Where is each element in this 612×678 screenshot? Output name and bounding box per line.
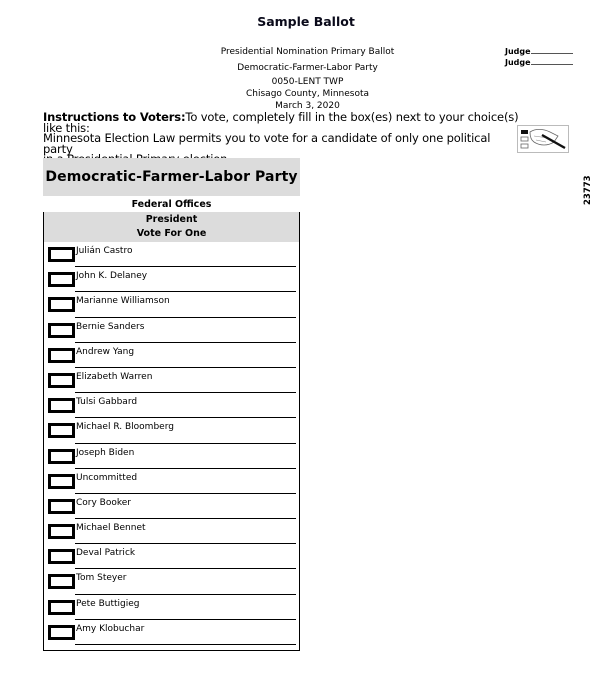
candidate-name: Andrew Yang [76,346,135,357]
candidate-list [44,242,299,645]
candidate-name: Uncommitted [76,472,138,483]
vote-oval-checkbox[interactable] [48,600,75,615]
contest-header [44,212,299,242]
ballot-style-code: 23773 [583,175,593,205]
vote-oval-checkbox[interactable] [48,625,75,640]
candidate-row[interactable] [44,595,299,620]
candidate-row[interactable] [44,494,299,519]
candidate-name: Pete Buttigieg [76,598,140,609]
vote-oval-checkbox[interactable] [48,499,75,514]
candidate-row[interactable] [44,318,299,343]
candidate-row[interactable] [44,519,299,544]
section-header: Federal Offices [131,199,212,210]
candidate-name: Deval Patrick [76,548,136,559]
president-contest [43,212,300,651]
candidate-name: Amy Klobuchar [76,623,145,634]
candidate-row[interactable] [44,444,299,469]
candidate-row[interactable] [44,267,299,292]
vote-oval-checkbox[interactable] [48,297,75,312]
candidate-row[interactable] [44,569,299,594]
vote-oval-checkbox[interactable] [48,247,75,262]
candidate-name: Marianne Williamson [76,296,170,307]
vote-oval-checkbox[interactable] [48,449,75,464]
county: Chisago County, Minnesota [246,89,369,99]
candidate-divider [75,644,296,645]
candidate-row[interactable] [44,343,299,368]
judge-signature-line [531,57,573,65]
ballot-title: Sample Ballot [257,14,355,29]
vote-oval-checkbox[interactable] [48,272,75,287]
candidate-row[interactable] [44,242,299,267]
candidate-name: Bernie Sanders [76,321,145,332]
candidate-name: Michael Bennet [76,523,146,534]
vote-oval-checkbox[interactable] [48,373,75,388]
vote-oval-checkbox[interactable] [48,423,75,438]
candidate-row[interactable] [44,469,299,494]
judge-initials-2 [505,57,573,68]
instructions [43,112,523,165]
candidate-name: Julián Castro [76,246,133,256]
candidate-name: Elizabeth Warren [76,371,153,382]
vote-oval-checkbox[interactable] [48,398,75,413]
candidate-name: Cory Booker [76,497,131,508]
judge-signature-line [531,46,573,54]
vote-oval-checkbox[interactable] [48,574,75,589]
judge-initials-1 [505,46,573,57]
precinct: 0050-LENT TWP [271,77,344,87]
party-header: Democratic-Farmer-Labor Party [43,158,300,196]
ballot-type: Presidential Nomination Primary Ballot [220,47,395,57]
candidate-row[interactable] [44,418,299,443]
candidate-row[interactable] [44,292,299,317]
candidate-row[interactable] [44,368,299,393]
candidate-name: Tom Steyer [76,573,127,584]
election-date: March 3, 2020 [275,101,340,111]
candidate-row[interactable] [44,544,299,569]
ballot-party: Democratic-Farmer-Labor Party [237,63,378,73]
judge-label: Judge [505,58,531,67]
candidate-name: John K. Delaney [76,271,148,282]
vote-oval-checkbox[interactable] [48,524,75,539]
vote-oval-checkbox[interactable] [48,549,75,564]
candidate-name: Joseph Biden [76,447,135,458]
vote-oval-checkbox[interactable] [48,474,75,489]
office-title: President [145,214,198,225]
candidate-row[interactable] [44,620,299,645]
candidate-name: Tulsi Gabbard [76,397,138,408]
candidate-row[interactable] [44,393,299,418]
vote-for-instruction: Vote For One [136,228,207,239]
candidate-name: Michael R. Bloomberg [76,422,174,433]
judge-label: Judge [505,47,531,56]
instructions-line-2: Minnesota Election Law permits you to vote for a candidate of only one political party [43,131,491,156]
vote-oval-checkbox[interactable] [48,323,75,338]
marking-example-icon [517,125,569,153]
instructions-heading: Instructions to Voters: [43,110,186,124]
instructions-line-1: To vote, completely fill in the box(es) next to your choice(s) like this: [43,110,519,135]
vote-oval-checkbox[interactable] [48,348,75,363]
